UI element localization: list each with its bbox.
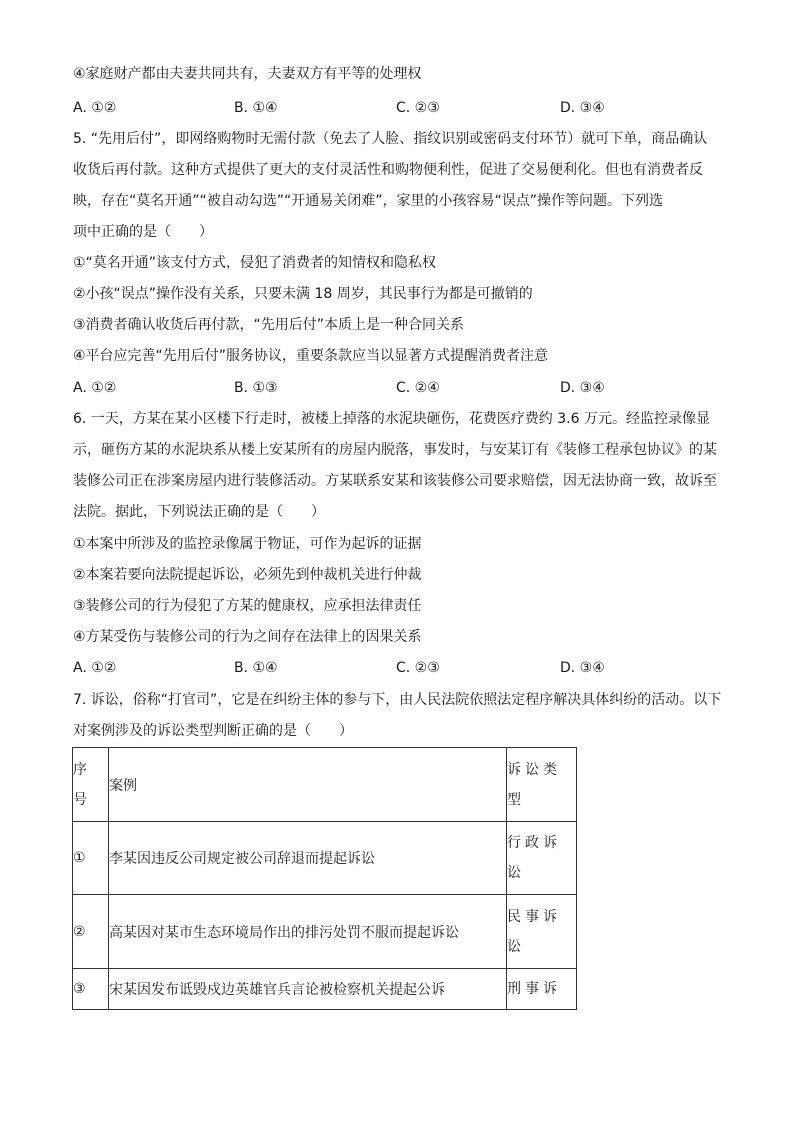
- q7-stem-line-2: 对案例涉及的诉讼类型判断正确的是（ ）: [73, 723, 353, 739]
- q5-option-a: A. ①②: [73, 380, 117, 396]
- header-serial-line-1: 序: [73, 761, 87, 778]
- q7-stem-line-1: 7. 诉讼，俗称“打官司”，它是在纠纷主体的参与下，由人民法院依照法定程序解决具体纠纷的活动。以下: [73, 692, 722, 708]
- q6-statement-1: ①本案中所涉及的监控录像属于物证，可作为起诉的证据: [73, 536, 422, 552]
- header-case-cell: 案例: [109, 748, 507, 822]
- q5-option-b: B. ①③: [234, 380, 278, 396]
- q5-option-c: C. ②④: [396, 380, 440, 396]
- row-serial: ②: [73, 895, 109, 969]
- row-type-line-1: 行政诉: [507, 835, 561, 851]
- row-type-line-1: 民事诉: [507, 908, 561, 925]
- header-serial-cell: [73, 748, 109, 822]
- q5-option-d: D. ③④: [560, 380, 605, 396]
- row-type-line-2: 讼: [507, 865, 525, 881]
- q5-statement-4: ④平台应完善“先用后付”服务协议，重要条款应当以显著方式提醒消费者注意: [73, 348, 549, 364]
- q4-option-d: D. ③④: [560, 100, 605, 116]
- q6-statement-2: ②本案若要向法院提起诉讼，必须先到仲裁机关进行仲裁: [73, 567, 422, 583]
- row-case: 宋某因发布诋毁戍边英雄官兵言论被检察机关提起公诉: [109, 969, 507, 1010]
- header-type-cell: [507, 748, 577, 822]
- row-type: 刑事诉: [507, 969, 577, 1010]
- q6-statement-3: ③装修公司的行为侵犯了方某的健康权，应承担法律责任: [73, 598, 422, 614]
- table-row: [73, 895, 577, 969]
- q5-stem-line-3: 映，存在“莫名开通”“被自动勾选”“开通易关闭难”，家里的小孩容易“误点”操作等问题。下列选: [73, 193, 664, 209]
- q6-statement-4: ④方某受伤与装修公司的行为之间存在法律上的因果关系: [73, 629, 422, 645]
- q7-case-table: [72, 747, 577, 1010]
- q4-statement-4: ④家庭财产都由夫妻共同共有，夫妻双方有平等的处理权: [73, 66, 422, 82]
- q6-option-c: C. ②③: [396, 660, 440, 676]
- row-serial: ③: [73, 969, 109, 1010]
- row-case: 李某因违反公司规定被公司辞退而提起诉讼: [109, 822, 507, 895]
- row-type-line-2: 讼: [507, 938, 525, 955]
- q5-stem-line-4: 项中正确的是（ ）: [73, 224, 213, 240]
- row-type: [507, 895, 577, 969]
- table-row: [73, 822, 577, 895]
- header-type-line-1: 诉讼类: [507, 761, 561, 778]
- q5-statement-1: ①“莫名开通”该支付方式，侵犯了消费者的知情权和隐私权: [73, 255, 437, 271]
- q5-stem-line-2: 收货后再付款。这种方式提供了更大的支付灵活性和购物便利性，促进了交易便利化。但也有消费者反: [73, 162, 703, 178]
- q5-stem-line-1: 5. “先用后付”，即网络购物时无需付款（免去了人脸、指纹识别或密码支付环节）就可下单，商品确认: [73, 131, 708, 147]
- q4-option-a: A. ①②: [73, 100, 117, 116]
- q5-statement-3: ③消费者确认收货后再付款，“先用后付”本质上是一种合同关系: [73, 317, 465, 333]
- q4-option-c: C. ②③: [396, 100, 440, 116]
- table-header-row: [73, 748, 577, 822]
- q6-stem-line-1: 6. 一天，方某在某小区楼下行走时，被楼上掉落的水泥块砸伤，花费医疗费约 3.6 万元。经监控录像显: [73, 411, 710, 427]
- row-serial: ①: [73, 822, 109, 895]
- q6-stem-line-3: 装修公司正在涉案房屋内进行装修活动。方某联系安某和该装修公司要求赔偿，因无法协商一致，故诉至: [73, 473, 717, 489]
- header-type-line-2: 型: [507, 791, 525, 808]
- q5-options: [73, 378, 723, 398]
- q6-option-b: B. ①④: [234, 660, 278, 676]
- q4-options: [73, 98, 723, 118]
- q6-stem-line-4: 法院。据此，下列说法正确的是（ ）: [73, 504, 325, 520]
- q4-option-b: B. ①④: [234, 100, 278, 116]
- q6-stem-line-2: 示，砸伤方某的水泥块系从楼上安某所有的房屋内脱落，事发时，与安某订有《装修工程承包协议》的某: [73, 442, 717, 458]
- row-type: [507, 822, 577, 895]
- q5-statement-2: ②小孩“误点”操作没有关系，只要未满 18 周岁，其民事行为都是可撤销的: [73, 286, 533, 302]
- q6-option-a: A. ①②: [73, 660, 117, 676]
- header-serial-line-2: 号: [73, 791, 87, 808]
- row-case: 高某因对某市生态环境局作出的排污处罚不服而提起诉讼: [109, 895, 507, 969]
- q6-options: [73, 658, 723, 678]
- q6-option-d: D. ③④: [560, 660, 605, 676]
- table-row: [73, 969, 577, 1010]
